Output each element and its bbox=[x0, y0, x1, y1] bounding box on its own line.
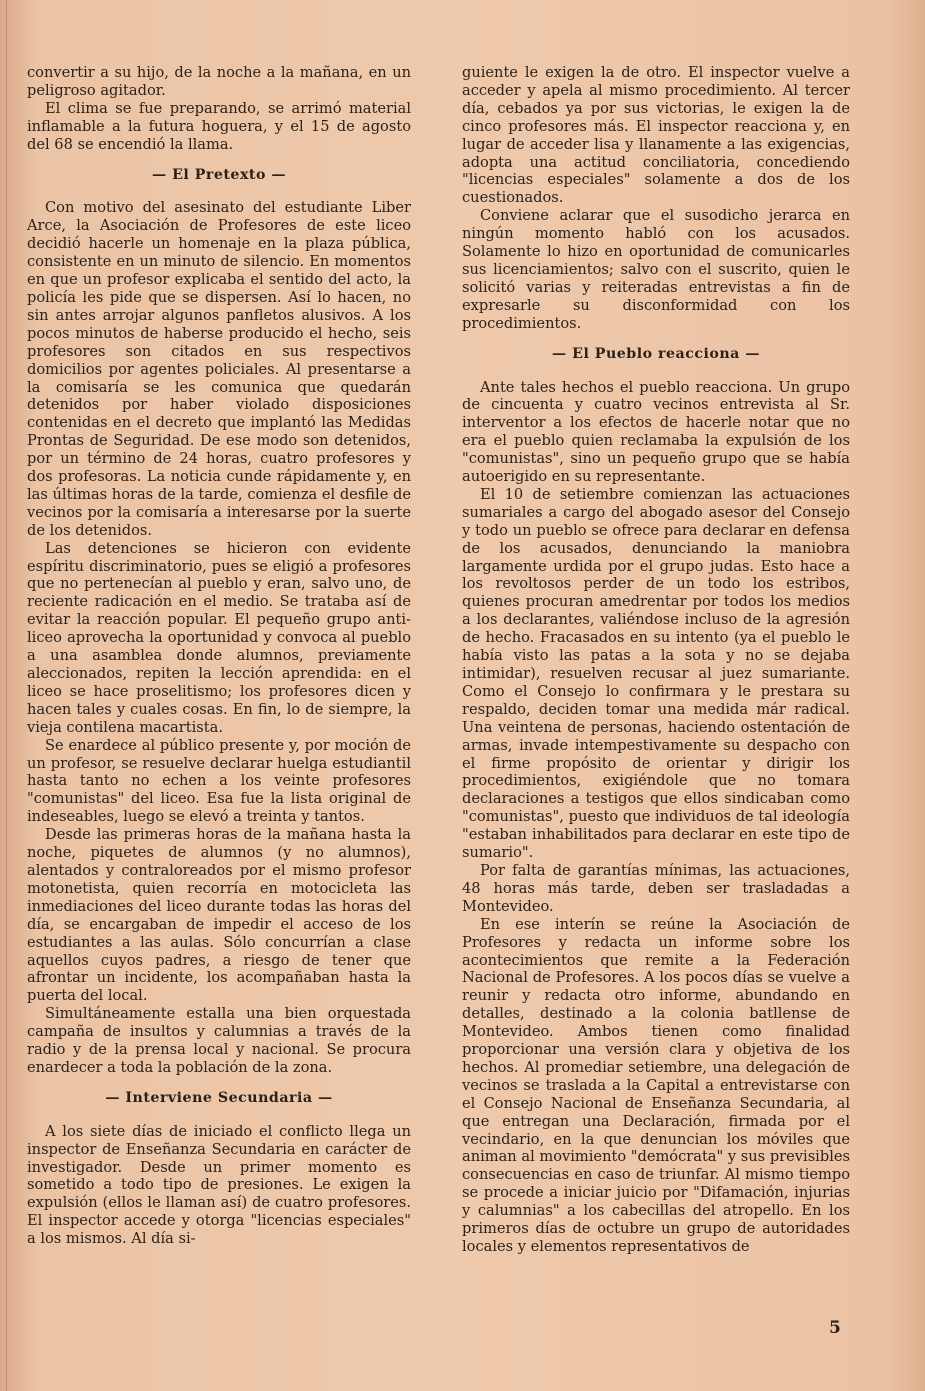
section-heading: — Interviene Secundaria — bbox=[105, 1089, 333, 1106]
paragraph: Con motivo del asesinato del estudiante Liber Arce, la Asociación de Profesores de este liceo decidió hacerle un homenaje en la plaza pública, consistente en un minuto de silencio. En momentos en que un profesor explicaba el sentido del acto, la policía les pide que se dispersen. Así lo hacen, no sin antes arrojar algunos panfletos alusivos. A los pocos minutos de haberse producido el hecho, seis profesores son citados en sus respectivos domicilios por agentes policiales. Al presentarse a la comisaría se les comunica que quedarán detenidos por haber violado disposiciones contenidas en el decreto que implantó las Medidas Prontas de Seguridad. De ese modo son detenidos, por un término de 24 horas, cuatro profesores y dos profesoras. La noticia cunde rápidamente y, en las últimas horas de la tarde, comienza el desfile de vecinos por la comisaría a interesarse por la suerte de los detenidos. bbox=[27, 199, 411, 539]
section-heading: — El Pueblo reacciona — bbox=[552, 345, 760, 362]
paragraph: convertir a su hijo, de la noche a la mañana, en un peligroso agitador. bbox=[27, 64, 411, 99]
paragraph: En ese interín se reúne la Asociación de Profesores y redacta un informe sobre los acontecimientos que remite a la Federación Nacional de Profesores. A los pocos días se vuelve a reunir y redacta otro informe, abundando en detalles, destinado a la colonia batllense de Montevideo. Ambos tienen como finalidad proporcionar una versión clara y objetiva de los hechos. Al promediar setiembre, una delegación de vecinos se traslada a la Capital a entrevistarse con el Consejo Nacional de Enseñanza Secundaria, al que entregan una Declaración, firmada por el vecindario, en la que denuncian los móviles que animan al movimiento "demócrata" y sus previsibles consecuencias en caso de triunfar. Al mismo tiempo se procede a iniciar juicio por "Difamación, injurias y calumnias" a los cabecillas del atropello. En los primeros días de octubre un grupo de autoridades locales y elementos representativos de bbox=[462, 915, 850, 1255]
paragraph: guiente le exigen la de otro. El inspector vuelve a acceder y apela al mismo procedimiento. Al tercer día, cebados ya por sus victorias, le exigen la de cinco profesores más. El inspector reacciona y, en lugar de acceder lisa y llanamente a las exigencias, adopta una actitud conciliatoria, concediendo "licencias especiales" solamente a dos de los cuestionados. bbox=[462, 64, 850, 207]
paragraph: Simultáneamente estalla una bien orquestada campaña de insultos y calumnias a través de la radio y de la prensa local y nacional. Se procura enardecer a toda la población de la zona. bbox=[27, 1005, 411, 1076]
paragraph: A los siete días de iniciado el conflicto llega un inspector de Enseñanza Secundaria en carácter de investigador. Desde un primer momento es sometido a todo tipo de presiones. Le exigen la expulsión (ellos le llaman así) de cuatro profesores. El inspector accede y otorga "licencias especiales" a los mismos. Al día si- bbox=[27, 1122, 411, 1248]
page-number: 5 bbox=[829, 1318, 841, 1338]
paragraph: Desde las primeras horas de la mañana hasta la noche, piquetes de alumnos (y no alumnos), alentados y contraloreados por el mismo profesor motonetista, quien recorría en motocicleta las inmediaciones del liceo durante todas las horas del día, se encargaban de impedir el acceso de los estudiantes a las aulas. Sólo concurrían a clase aquellos cuyos padres, a riesgo de tener que afrontar un incidente, los acompañaban hasta la puerta del local. bbox=[27, 826, 411, 1005]
right-column bbox=[462, 64, 850, 1256]
paragraph: Conviene aclarar que el susodicho jerarca en ningún momento habló con los acusados. Solamente lo hizo en oportunidad de comunicarles sus licenciamientos; salvo con el suscrito, quien le solicitó varias y reiteradas entrevistas a fin de expresarle su disconformidad con los procedimientos. bbox=[462, 207, 850, 332]
paragraph: Se enardece al público presente y, por moción de un profesor, se resuelve declarar huelga estudiantil hasta tanto no echen a los veinte profesores "comunistas" del liceo. Esa fue la lista original de indeseables, luego se elevó a treinta y tantos. bbox=[27, 736, 411, 826]
section-heading: — El Pretexto — bbox=[151, 166, 287, 183]
paragraph: Por falta de garantías mínimas, las actuaciones, 48 horas más tarde, deben ser trasladadas a Montevideo. bbox=[462, 861, 850, 915]
paragraph: El clima se fue preparando, se arrimó material inflamable a la futura hoguera, y el 15 de agosto del 68 se encendió la llama. bbox=[27, 99, 411, 153]
paragraph: Ante tales hechos el pueblo reacciona. Un grupo de cincuenta y cuatro vecinos entrevista al Sr. interventor a los efectos de hacerle notar que no era el pueblo quien reclamaba la expulsión de los "comunistas", sino un pequeño grupo que se había autoerigido en su representante. bbox=[462, 378, 850, 486]
paragraph: Las detenciones se hicieron con evidente espíritu discriminatorio, pues se eligió a profesores que no pertenecían al pueblo y eran, salvo uno, de reciente radicación en el medio. Se trataba así de evitar la reacción popular. El pequeño grupo anti-liceo aprovecha la oportunidad y convoca al pueblo a una asamblea donde alumnos, previamente aleccionados, repiten la lección aprendida: en el liceo se hace proselitismo; los profesores dicen y hacen tales y cuales cosas. En fin, lo de siempre, la vieja contilena macartista. bbox=[27, 539, 411, 736]
left-column bbox=[27, 64, 411, 1248]
page-edge-line bbox=[6, 0, 7, 1391]
paragraph: El 10 de setiembre comienzan las actuaciones sumariales a cargo del abogado asesor del Consejo y todo un pueblo se ofrece para declarar en defensa de los acusados, denunciando la maniobra largamente urdida por el grupo judas. Esto hace a los revoltosos perder de un todo los estribos, quienes procuran amedrentar por todos los medios a los declarantes, valiéndose incluso de la agresión de hecho. Fracasados en su intento (ya el pueblo le había visto las patas a la sota y no se dejaba intimidar), resuelven recusar al juez sumariante. Como el Consejo lo confirmara y le prestara su respaldo, deciden tomar una medida már radical. Una veintena de personas, haciendo ostentación de armas, invade intempestivamente su despacho con el firme propósito de orientar y dirigir los procedimientos, exigiéndole que no tomara declaraciones a testigos que ellos sindicaban como "comunistas", puesto que individuos de tal ideología "estaban inhabilitados para declarar en este tipo de sumario". bbox=[462, 485, 850, 862]
